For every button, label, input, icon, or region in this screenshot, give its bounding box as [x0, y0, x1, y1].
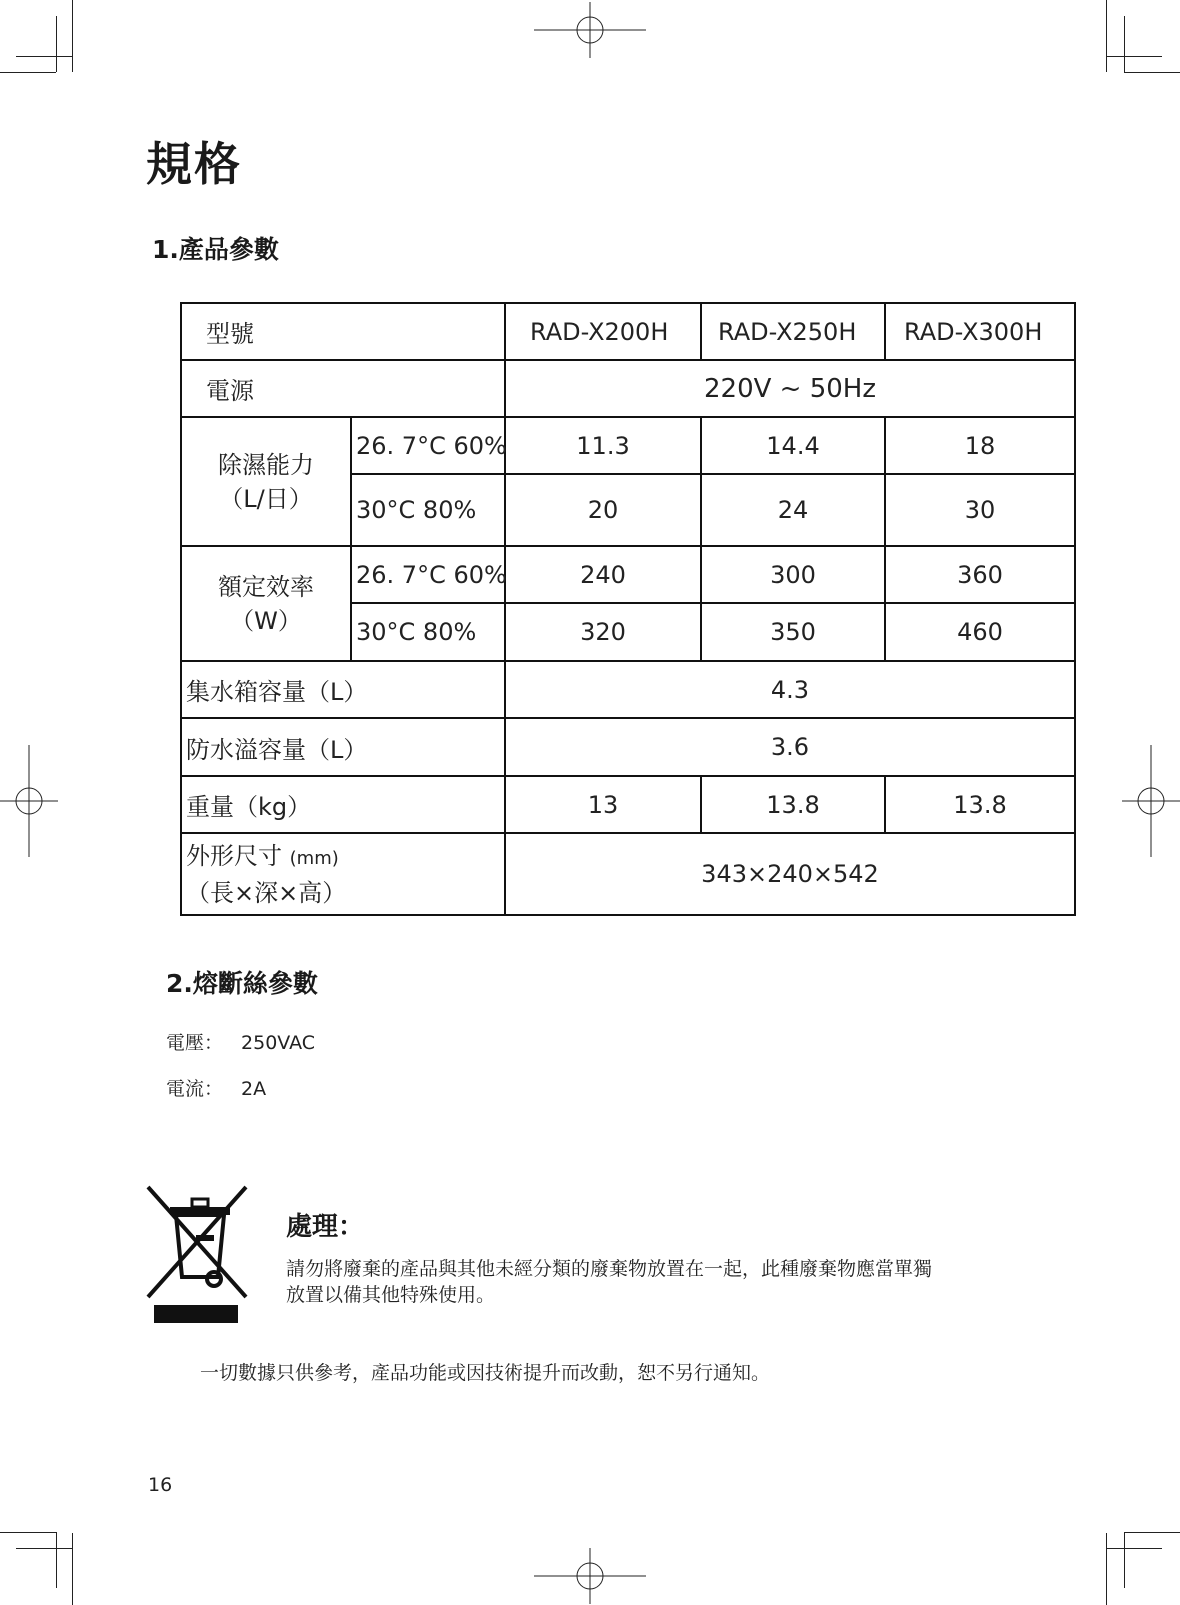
dehumid-cond-2: 30°C 80% [351, 474, 505, 546]
power-label: 電源 [181, 360, 505, 417]
tank-value: 4.3 [505, 661, 1075, 718]
weight-c2: 13.8 [701, 776, 885, 833]
weight-c3: 13.8 [885, 776, 1075, 833]
row-power [181, 360, 1075, 417]
dehumid-label-line2: （L/日） [219, 484, 313, 513]
dimension-label-line2: （長×深×高） [186, 878, 347, 907]
power-r2-c1: 320 [505, 603, 701, 661]
row-weight [181, 776, 1075, 833]
spec-table [180, 302, 1076, 916]
model-1: RAD-X200H [505, 303, 701, 360]
model-label: 型號 [181, 303, 505, 360]
power-r1-c3: 360 [885, 546, 1075, 603]
disposal-text: 請勿將廢棄的產品與其他未經分類的廢棄物放置在一起，此種廢棄物應當單獨放置以備其他特殊使用。 [286, 1258, 933, 1306]
power-rated-cond-2: 30°C 80% [351, 603, 505, 661]
weight-label: 重量（kg） [181, 776, 505, 833]
voltage-value: 250VAC [241, 1032, 315, 1054]
power-r1-c1: 240 [505, 546, 701, 603]
power-rated-label-line2: （W） [230, 606, 302, 635]
row-dimension [181, 833, 1075, 915]
row-power-rated-1 [181, 546, 1075, 603]
row-model [181, 303, 1075, 360]
section1-heading: 1.產品參數 [152, 235, 279, 264]
voltage-label: 電壓： [166, 1032, 224, 1054]
fuse-voltage [166, 1028, 315, 1055]
tank-label: 集水箱容量（L） [181, 661, 505, 718]
dehumid-r2-c2: 24 [701, 474, 885, 546]
page-number: 16 [148, 1474, 173, 1496]
power-r2-c2: 350 [701, 603, 885, 661]
power-rated-label [181, 546, 351, 661]
footnote: 一切數據只供參考，產品功能或因技術提升而改動，恕不另行通知。 [200, 1362, 771, 1384]
registration-mark-left [0, 745, 58, 857]
dimension-value: 343×240×542 [505, 833, 1075, 915]
fuse-current [166, 1074, 266, 1101]
registration-mark-bottom [534, 1548, 646, 1604]
dehumid-cond-1: 26. 7°C 60% [351, 417, 505, 474]
current-label: 電流： [166, 1078, 224, 1100]
row-overflow [181, 718, 1075, 776]
model-3: RAD-X300H [885, 303, 1075, 360]
model-2: RAD-X250H [701, 303, 885, 360]
power-rated-cond-1: 26. 7°C 60% [351, 546, 505, 603]
dehumid-r1-c2: 14.4 [701, 417, 885, 474]
dehumid-label [181, 417, 351, 546]
registration-mark-right [1122, 745, 1180, 857]
registration-mark-top [534, 2, 646, 58]
dehumid-r2-c3: 30 [885, 474, 1075, 546]
power-value: 220V ~ 50Hz [505, 360, 1075, 417]
row-tank [181, 661, 1075, 718]
dehumid-r1-c1: 11.3 [505, 417, 701, 474]
power-r1-c2: 300 [701, 546, 885, 603]
dimension-unit: (mm) [289, 847, 339, 869]
overflow-value: 3.6 [505, 718, 1075, 776]
power-r2-c3: 460 [885, 603, 1075, 661]
power-rated-label-line1: 額定效率 [218, 572, 314, 601]
section2-heading: 2.熔斷絲參數 [166, 969, 318, 998]
row-dehumid-1 [181, 417, 1075, 474]
current-value: 2A [241, 1078, 267, 1100]
crossed-out-wheelie-bin-icon [146, 1185, 252, 1325]
page-title: 規格 [146, 137, 242, 191]
dimension-label-line1: 外形尺寸 [186, 841, 282, 870]
dimension-label [181, 833, 505, 915]
disposal-title: 處理： [286, 1212, 365, 1242]
overflow-label: 防水溢容量（L） [181, 718, 505, 776]
dehumid-r1-c3: 18 [885, 417, 1075, 474]
dehumid-label-line1: 除濕能力 [218, 450, 314, 479]
dehumid-r2-c1: 20 [505, 474, 701, 546]
weight-c1: 13 [505, 776, 701, 833]
